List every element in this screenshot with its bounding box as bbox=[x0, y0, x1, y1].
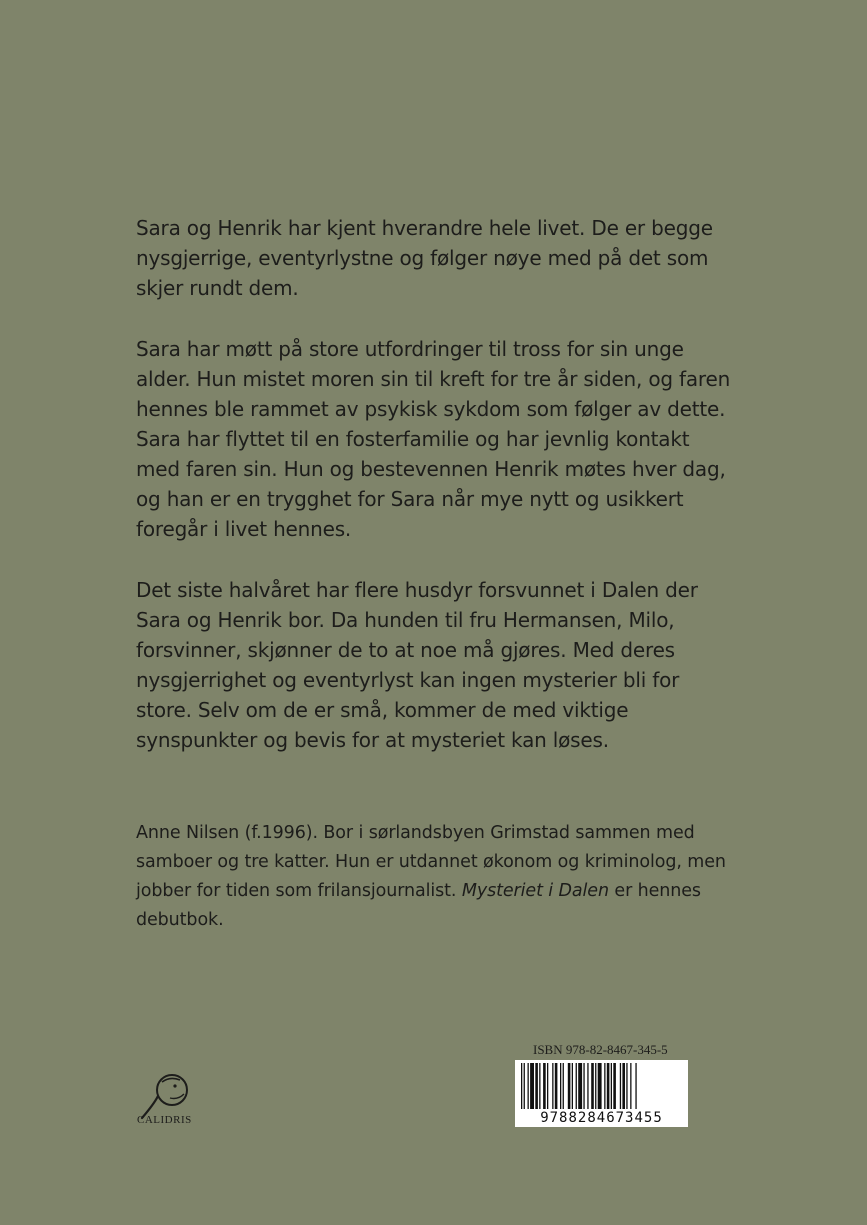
publisher-name: CALIDRIS bbox=[137, 1114, 192, 1126]
author-bio-text: Anne Nilsen (f.1996). Bor i sørlandsbyen Grimstad sammen med samboer og tre katter. Hun er utdannet økonom og kriminolog, men jobber for tiden som frilansjournalist. bbox=[136, 823, 726, 901]
book-title: Mysteriet i Dalen bbox=[461, 881, 609, 901]
barcode-digits: 9788284673455 bbox=[515, 1110, 688, 1126]
blurb bbox=[136, 213, 736, 786]
isbn-label: ISBN 978-82-8467-345-5 bbox=[533, 1042, 668, 1057]
blurb-paragraph-1: Sara og Henrik har kjent hverandre hele livet. De er begge nysgjerrige, eventyrlystne og følger nøye med på det som skjer rundt dem. bbox=[136, 216, 713, 300]
blurb-paragraph-3: Det siste halvåret har flere husdyr forsvunnet i Dalen der Sara og Henrik bor. Da hunden til fru Hermansen, Milo, forsvinner, skjønner de to at noe må gjøres. Med deres nysgjerrighet og eventyrlyst kan ingen mysterier bli for store. Selv om de er små, kommer de med viktige synspunkter og bevis for at mysteriet kan løses. bbox=[136, 578, 698, 752]
blurb-paragraph-2: Sara har møtt på store utfordringer til tross for sin unge alder. Hun mistet moren sin til kreft for tre år siden, og faren hennes ble rammet av psykisk sykdom som følger av dette. Sara har flyttet til en fosterfamilie og har jevnlig kontakt med faren sin. Hun og bestevennen Henrik møtes hver dag, og han er en trygghet for Sara når mye nytt og usikkert foregår i livet hennes. bbox=[136, 337, 731, 541]
book-suffix: er hennes debutbok. bbox=[136, 881, 701, 930]
barcode-bars bbox=[515, 1060, 688, 1112]
barcode bbox=[515, 1060, 688, 1127]
author-bio bbox=[136, 819, 736, 935]
